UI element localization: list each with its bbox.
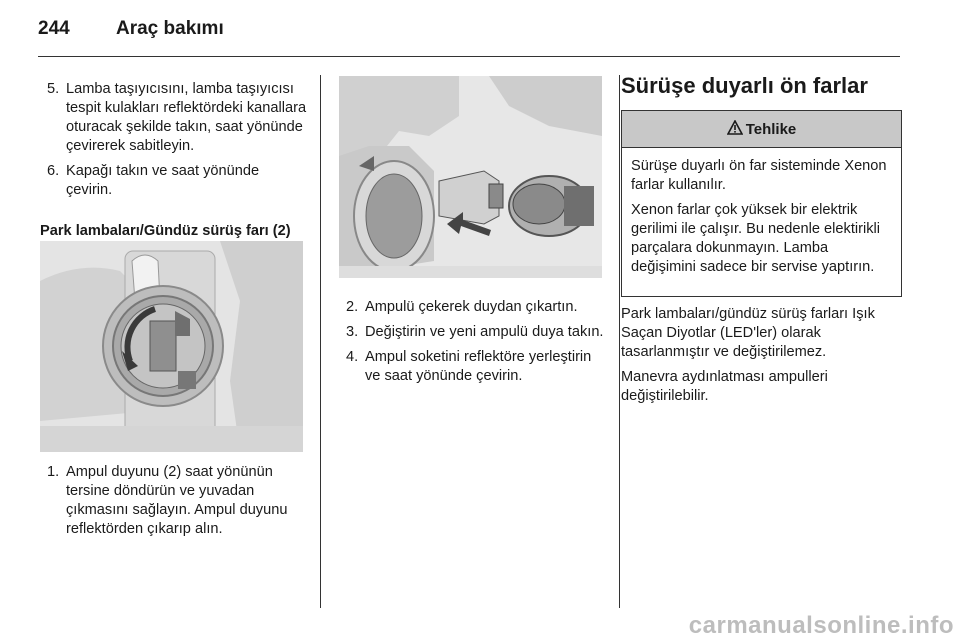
danger-title: Tehlike: [745, 120, 797, 138]
warning-triangle-icon: [727, 120, 743, 139]
step-number: 3.: [346, 324, 359, 340]
page-number: 244: [38, 18, 70, 39]
column-1-bottom: [40, 463, 308, 545]
step-text: Değiştirin ve yeni ampulü duya takın.: [365, 324, 604, 340]
column-1: [40, 80, 308, 206]
column-divider-1: [320, 75, 321, 608]
step-text: Ampul duyunu (2) saat yönünün tersine döndürün ve yuvadan çıkmasını sağlayın. Ampul duyunu reflektörden çıkarıp alın.: [66, 464, 288, 537]
section-subheading: Park lambaları/Gündüz sürüş farı (2): [40, 223, 291, 239]
header-divider: [38, 56, 900, 57]
danger-paragraph: Xenon farlar çok yüksek bir elektrik gerilimi ile çalışır. Bu nedenle elektirikli parçalara dokunmayın. Lamba değişimini sadece bir servise yaptırın.: [631, 202, 881, 275]
step-text: Ampul soketini reflektöre yerleştirin ve saat yönünde çevirin.: [365, 349, 592, 384]
step-text: Ampulü çekerek duydan çıkartın.: [365, 299, 578, 315]
step-number: 6.: [47, 163, 60, 179]
step-number: 1.: [47, 464, 60, 480]
section-heading: Sürüşe duyarlı ön farlar: [621, 73, 868, 98]
danger-box: [621, 110, 902, 297]
steps-list-top: [40, 80, 308, 200]
list-item: [40, 162, 308, 200]
list-item: [40, 80, 308, 156]
list-item: [339, 298, 609, 317]
page-title: Araç bakımı: [116, 18, 224, 39]
step-number: 4.: [346, 349, 359, 365]
body-paragraph: Park lambaları/gündüz sürüş farları Işık Saçan Diyotlar (LED'ler) olarak tasarlanmıştır ve değiştirilemez.: [621, 306, 875, 360]
steps-list-col2: [339, 298, 609, 386]
danger-header: [622, 111, 901, 148]
list-item: [40, 463, 308, 539]
column-2: [339, 298, 609, 392]
list-item: [339, 323, 609, 342]
step-text: Kapağı takın ve saat yönünde çevirin.: [66, 163, 260, 198]
column-divider-2: [619, 75, 620, 608]
danger-paragraph: Sürüşe duyarlı ön far sisteminde Xenon farlar kullanılır.: [631, 158, 887, 193]
list-item: [339, 348, 609, 386]
watermark: carmanualsonline.info: [688, 612, 954, 639]
step-number: 2.: [346, 299, 359, 315]
body-paragraph: Manevra aydınlatması ampulleri değiştirilebilir.: [621, 369, 828, 404]
steps-list-bottom: [40, 463, 308, 539]
column-3-heading: [621, 73, 906, 98]
park-lamp-illustration: [40, 241, 303, 452]
figure-bulb-removal: [339, 76, 602, 278]
step-number: 5.: [47, 81, 60, 97]
figure-park-lamp-socket: [40, 241, 303, 452]
step-text: Lamba taşıyıcısını, lamba taşıyıcısı tespit kulakları reflektördeki kanallara oturacak şekilde takın, saat yönünde çevirerek sabitleyin.: [66, 81, 307, 154]
page-header: [38, 18, 900, 48]
danger-body: [622, 148, 901, 277]
bulb-removal-illustration: [339, 76, 602, 278]
column-3-body: [621, 305, 901, 412]
